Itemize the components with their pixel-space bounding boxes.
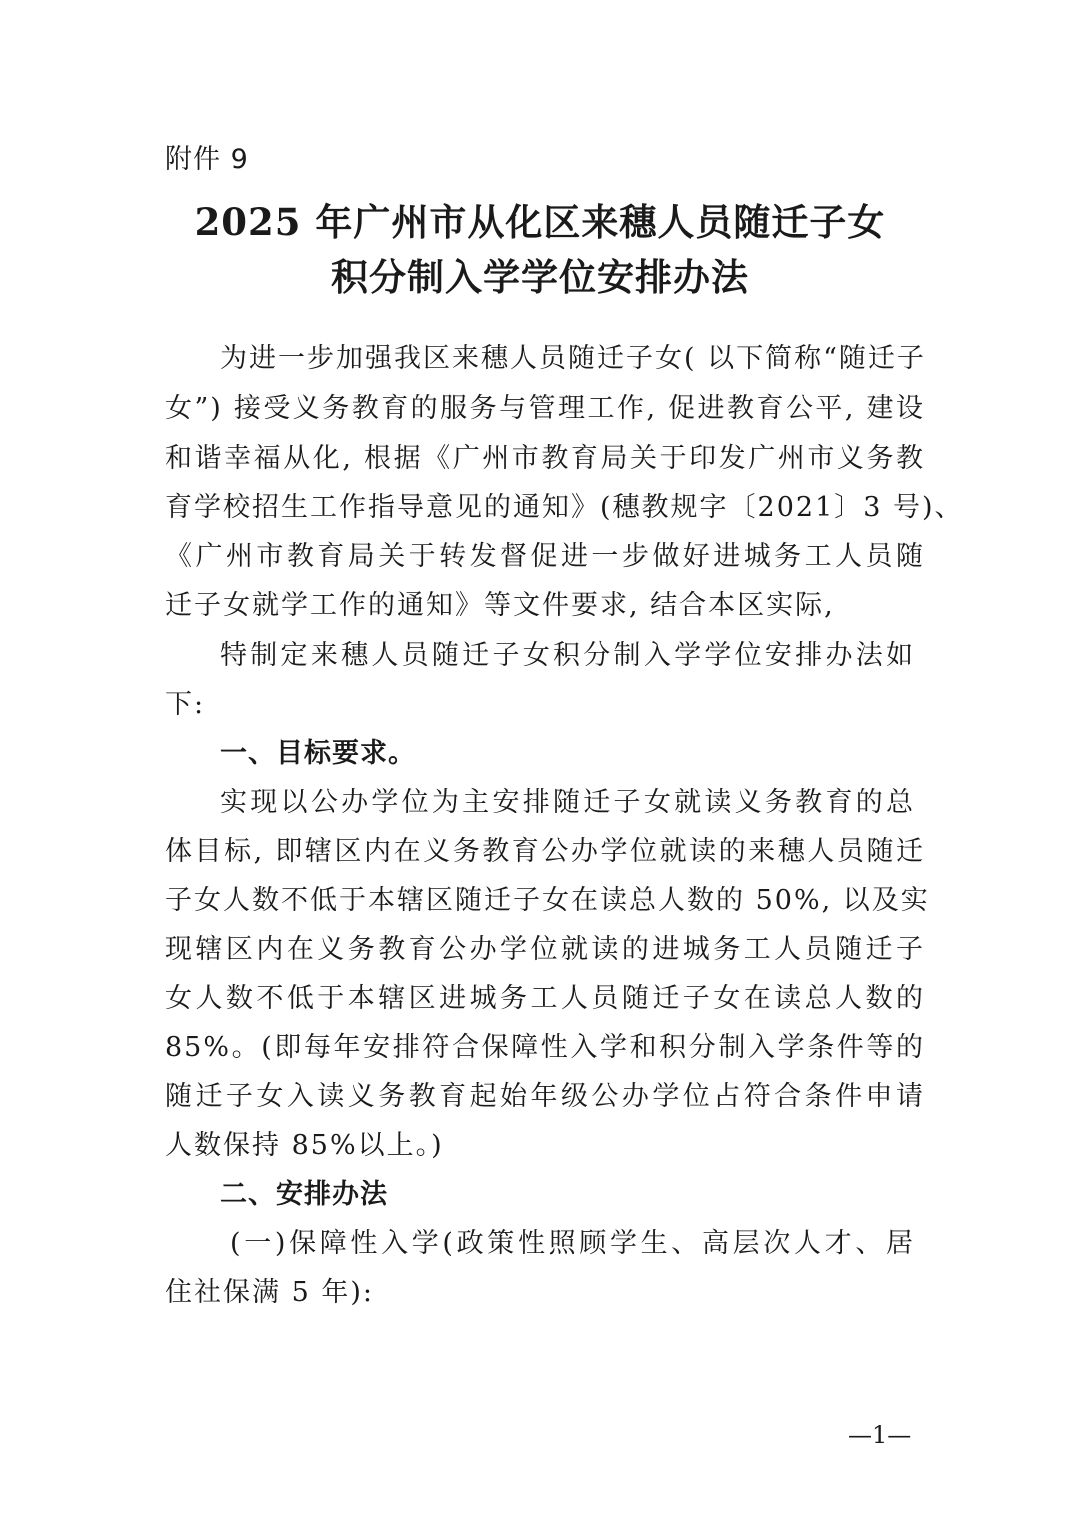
- document-title-line-2: 积分制入学学位安排办法: [331, 255, 749, 299]
- body-line: 人数保持 85%以上。): [165, 1130, 444, 1161]
- body-line: 《广州市教育局关于转发督促进一步做好进城务工人员随: [165, 541, 925, 572]
- body-line: 下:: [165, 689, 206, 720]
- body-line: 和谐幸福从化, 根据《广州市教育局关于印发广州市义务教: [165, 443, 925, 474]
- body-line: 住社保满 5 年):: [165, 1277, 374, 1308]
- body-line: 迁子女就学工作的通知》等文件要求, 结合本区实际,: [165, 590, 835, 621]
- body-line: 随迁子女入读义务教育起始年级公办学位占符合条件申请: [165, 1081, 925, 1112]
- body-line: 85%。(即每年安排符合保障性入学和积分制入学条件等的: [165, 1032, 925, 1063]
- body-line: 子女人数不低于本辖区随迁子女在读总人数的 50%, 以及实: [165, 885, 930, 916]
- section-heading-goals: 一、目标要求。: [220, 738, 416, 769]
- body-line: 现辖区内在义务教育公办学位就读的进城务工人员随迁子: [165, 934, 925, 965]
- body-line: 为进一步加强我区来穗人员随迁子女( 以下简称“随迁子: [220, 343, 926, 374]
- page-number: —1—: [848, 1421, 912, 1449]
- body-line: 育学校招生工作指导意见的通知》(穗教规字〔2021〕3 号)、: [165, 492, 964, 523]
- section-heading-arrangement: 二、安排办法: [220, 1179, 388, 1210]
- body-line: 女”) 接受义务教育的服务与管理工作, 促进教育公平, 建设: [165, 393, 925, 424]
- document-title-line-1: 2025 年广州市从化区来穗人员随迁子女: [194, 200, 886, 244]
- body-line: 体目标, 即辖区内在义务教育公办学位就读的来穗人员随迁: [165, 836, 925, 867]
- attachment-label: 附件 9: [165, 144, 249, 175]
- body-line: (一)保障性入学(政策性照顾学生、高层次人才、居: [230, 1228, 915, 1259]
- body-line: 实现以公办学位为主安排随迁子女就读义务教育的总: [220, 787, 915, 818]
- body-line: 女人数不低于本辖区进城务工人员随迁子女在读总人数的: [165, 983, 925, 1014]
- body-line: 特制定来穗人员随迁子女积分制入学学位安排办法如: [220, 640, 915, 671]
